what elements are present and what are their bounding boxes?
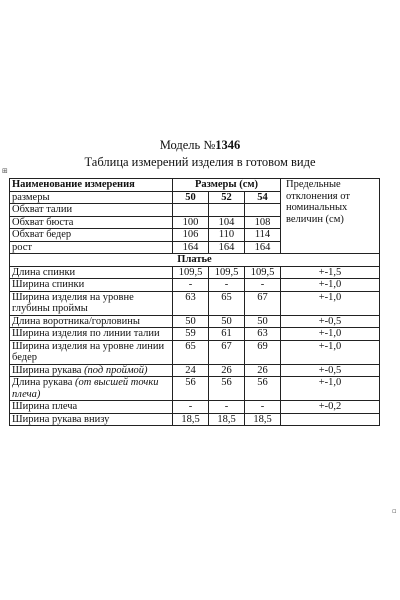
row-value: - — [173, 401, 209, 414]
table-row — [10, 291, 380, 315]
row-value: 69 — [245, 340, 281, 364]
row-tolerance — [281, 413, 380, 426]
tolerance-column-header: Предельные отклонения от номинальных величин (см) — [281, 179, 380, 254]
row-label-note: (от высшей точки плеча) — [12, 377, 159, 400]
row-tolerance: +-1,0 — [281, 291, 380, 315]
row-label — [10, 291, 173, 315]
row-value: 56 — [209, 377, 245, 401]
row-value: 24 — [173, 364, 209, 377]
row-label-text: Ширина спинки — [12, 279, 85, 290]
row-value: 114 — [245, 229, 281, 242]
row-value: 63 — [245, 328, 281, 341]
row-label-text: Длина рукава — [12, 377, 75, 388]
row-value: 56 — [245, 377, 281, 401]
row-value: - — [173, 279, 209, 292]
end-of-cell-marker-icon: ▫ — [392, 507, 397, 515]
row-label-text: Ширина изделия на уровне линии бедер — [12, 340, 165, 363]
row-tolerance: +-0,2 — [281, 401, 380, 414]
row-tolerance: +-0,5 — [281, 315, 380, 328]
row-label-text: Ширина рукава внизу — [12, 413, 110, 425]
row-value: 110 — [209, 229, 245, 242]
row-label — [10, 266, 173, 279]
row-value: 67 — [245, 291, 281, 315]
sizes-column-header: Размеры (см) — [173, 179, 281, 192]
row-label — [10, 279, 173, 292]
table-row — [10, 377, 380, 401]
row-label-text: Ширина изделия по линии талии — [12, 328, 160, 339]
row-value: 108 — [245, 216, 281, 229]
size-value: 52 — [209, 191, 245, 204]
row-label: Обхват талии — [10, 204, 173, 217]
row-label: Обхват бюста — [10, 216, 173, 229]
row-value: - — [209, 279, 245, 292]
table-header-row — [10, 179, 380, 192]
row-value: 18,5 — [209, 413, 245, 426]
row-tolerance: +-1,0 — [281, 279, 380, 292]
row-value: 18,5 — [245, 413, 281, 426]
row-value: 65 — [209, 291, 245, 315]
row-label — [10, 328, 173, 341]
row-value: 67 — [209, 340, 245, 364]
row-value: 63 — [173, 291, 209, 315]
row-label-note: (под проймой) — [84, 364, 148, 376]
row-tolerance: +-0,5 — [281, 364, 380, 377]
row-value: 100 — [173, 216, 209, 229]
table-row — [10, 328, 380, 341]
row-value: 109,5 — [245, 266, 281, 279]
row-label — [10, 315, 173, 328]
row-value: 18,5 — [173, 413, 209, 426]
table-row — [10, 401, 380, 414]
row-value: 106 — [173, 229, 209, 242]
row-value: 59 — [173, 328, 209, 341]
row-value: 50 — [173, 315, 209, 328]
table-row — [10, 266, 380, 279]
row-value: - — [245, 279, 281, 292]
row-label — [10, 377, 173, 401]
row-value: 26 — [209, 364, 245, 377]
row-label-text: Ширина изделия на уровне глубины проймы — [12, 291, 134, 314]
size-value: 50 — [173, 191, 209, 204]
row-label — [10, 340, 173, 364]
table-row — [10, 279, 380, 292]
row-value: 164 — [245, 241, 281, 254]
row-tolerance: +-1,0 — [281, 328, 380, 341]
row-value: 26 — [245, 364, 281, 377]
row-value: 56 — [173, 377, 209, 401]
row-label: Обхват бедер — [10, 229, 173, 242]
table-move-handle-icon[interactable]: ⊞ — [2, 167, 8, 175]
model-title — [0, 138, 400, 153]
name-column-header: Наименование измерения — [10, 179, 173, 192]
row-value — [209, 204, 245, 217]
row-label-text: Длина воротника/горловины — [12, 315, 140, 327]
section-row — [10, 254, 380, 267]
row-value: 164 — [173, 241, 209, 254]
row-value: 61 — [209, 328, 245, 341]
row-value: - — [245, 401, 281, 414]
model-number: 1346 — [215, 138, 241, 152]
table-row — [10, 340, 380, 364]
section-title: Платье — [10, 254, 380, 267]
measurements-table — [9, 178, 380, 426]
row-label-text: Длина спинки — [12, 266, 76, 278]
row-label: рост — [10, 241, 173, 254]
row-value: 65 — [173, 340, 209, 364]
table-caption: Таблица измерений изделия в готовом виде — [84, 155, 316, 169]
table-row — [10, 364, 380, 377]
table-row — [10, 413, 380, 426]
row-label — [10, 364, 173, 377]
table-row — [10, 315, 380, 328]
row-label-text: Ширина рукава — [12, 364, 85, 376]
model-label: Модель № — [159, 138, 216, 152]
size-row-label: размеры — [10, 191, 173, 204]
row-value — [173, 204, 209, 217]
row-tolerance: +-1,0 — [281, 340, 380, 364]
row-label — [10, 401, 173, 414]
row-value: 109,5 — [173, 266, 209, 279]
row-label-text: Ширина плеча — [12, 401, 78, 412]
row-label — [10, 413, 173, 426]
row-value: 109,5 — [209, 266, 245, 279]
row-value — [245, 204, 281, 217]
row-tolerance: +-1,0 — [281, 377, 380, 401]
row-value: 164 — [209, 241, 245, 254]
row-tolerance: +-1,5 — [281, 266, 380, 279]
row-value: 50 — [245, 315, 281, 328]
size-value: 54 — [245, 191, 281, 204]
row-value: 50 — [209, 315, 245, 328]
row-value: - — [209, 401, 245, 414]
row-value: 104 — [209, 216, 245, 229]
